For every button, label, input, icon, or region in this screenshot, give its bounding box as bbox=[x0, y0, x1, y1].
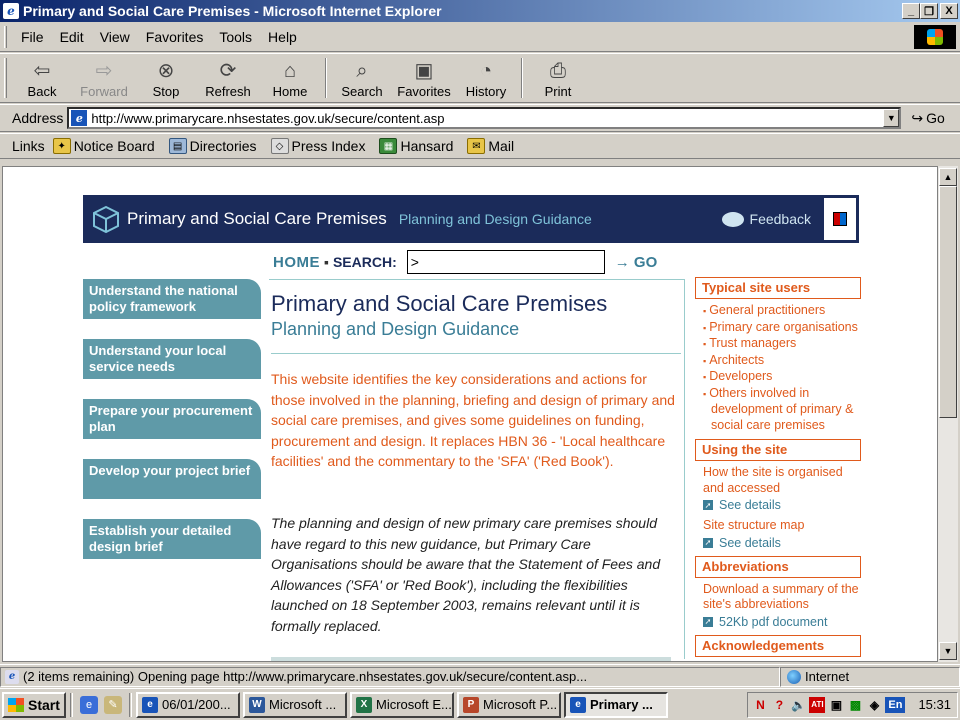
task-button[interactable] bbox=[457, 692, 561, 718]
nav-national-policy[interactable]: Understand the national policy framework bbox=[83, 279, 261, 319]
windows-logo-icon bbox=[914, 25, 956, 49]
list-item[interactable]: ▪ Developers bbox=[695, 369, 861, 386]
link-mail[interactable] bbox=[467, 138, 514, 154]
word-icon: W bbox=[249, 697, 265, 713]
list-item[interactable]: ▪ General practitioners bbox=[695, 303, 861, 320]
stop-icon: ⊗ bbox=[157, 60, 175, 82]
clock: 15:31 bbox=[918, 697, 951, 712]
forward-button[interactable] bbox=[73, 55, 135, 101]
site-search-input[interactable] bbox=[407, 250, 605, 274]
menu-tools[interactable]: Tools bbox=[219, 28, 253, 45]
mail-icon: ✉ bbox=[467, 138, 485, 154]
list-item[interactable]: ▪ Architects bbox=[695, 353, 861, 370]
hansard-icon: ▦ bbox=[379, 138, 397, 154]
page-title: Primary and Social Care Premises bbox=[271, 291, 608, 316]
task-button-active[interactable] bbox=[564, 692, 668, 718]
back-label: Back bbox=[27, 84, 57, 99]
ie-quicklaunch-icon[interactable]: e bbox=[80, 696, 98, 714]
typical-users-list bbox=[695, 303, 861, 433]
site-organisation-text: How the site is organised and accessed bbox=[703, 465, 843, 495]
list-item[interactable]: ▪ Others involved in development of primary & social care premises bbox=[695, 386, 861, 434]
link-notice-board[interactable] bbox=[53, 138, 155, 154]
back-button[interactable] bbox=[11, 55, 73, 101]
go-arrow-icon: ↪ bbox=[911, 109, 924, 126]
nav-local-service-needs[interactable]: Understand your local service needs bbox=[83, 339, 261, 379]
menu-bar bbox=[0, 22, 960, 52]
history-icon: ◔ bbox=[479, 60, 493, 82]
start-button[interactable] bbox=[2, 692, 66, 718]
pdf-link-label: 52Kb pdf document bbox=[719, 614, 828, 629]
home-label: Home bbox=[272, 84, 308, 99]
menu-help[interactable]: Help bbox=[268, 28, 297, 45]
address-bar bbox=[0, 104, 960, 132]
task-button[interactable] bbox=[350, 692, 454, 718]
link-label: Press Index bbox=[291, 138, 366, 154]
intro-paragraph: This website identifies the key considerations and actions for those involved in the planning, briefing and design of primary and social care premises, and gives some guidelines on funding, procurement and design. It replaces HBN 36 - 'Local healthcare facilities' and the commentary to the 'SFA' ('Red Book'). bbox=[271, 371, 675, 469]
site-structure-text: Site structure map bbox=[703, 518, 805, 532]
speech-bubble-icon bbox=[722, 212, 744, 227]
ati-icon[interactable]: ATI bbox=[809, 697, 825, 713]
ie-icon: e bbox=[570, 697, 586, 713]
language-indicator[interactable]: En bbox=[885, 697, 905, 713]
arrow-box-icon: ➚ bbox=[704, 538, 712, 547]
menu-view[interactable]: View bbox=[99, 28, 130, 45]
link-label: Directories bbox=[189, 138, 257, 154]
separator-dot: ▪ bbox=[324, 254, 329, 270]
address-url: http://www.primarycare.nhsestates.gov.uk/secure/content.asp bbox=[91, 110, 445, 126]
abbreviations-text: Download a summary of the site's abbreviations bbox=[703, 581, 859, 611]
nav-procurement-plan[interactable]: Prepare your procurement plan bbox=[83, 399, 261, 439]
forward-arrow-icon: ⇨ bbox=[95, 60, 113, 82]
directories-icon: ▤ bbox=[169, 138, 187, 154]
network-icon[interactable]: ▩ bbox=[849, 697, 862, 712]
link-press-index[interactable] bbox=[271, 138, 366, 154]
volume-icon[interactable]: 🔈 bbox=[790, 697, 806, 712]
arrow-box-icon: ➚ bbox=[704, 617, 712, 626]
right-sidebar bbox=[695, 277, 861, 661]
window-title: Primary and Social Care Premises - Microsoft Internet Explorer bbox=[23, 3, 442, 19]
acknowledgements-heading[interactable]: Acknowledgements bbox=[695, 635, 861, 657]
monitor-icon[interactable]: ▣ bbox=[830, 697, 843, 712]
see-details-label: See details bbox=[719, 535, 781, 550]
scroll-down-icon[interactable]: ▼ bbox=[939, 642, 957, 660]
home-icon: ⌂ bbox=[283, 60, 297, 82]
task-label: 06/01/200... bbox=[162, 697, 231, 712]
search-button[interactable] bbox=[331, 55, 393, 101]
diamond-icon[interactable]: ◈ bbox=[869, 697, 880, 712]
window-controls bbox=[902, 3, 958, 19]
ie-icon: e bbox=[142, 697, 158, 713]
list-item[interactable]: ▪ Trust managers bbox=[695, 336, 861, 353]
address-input[interactable] bbox=[67, 107, 901, 129]
printer-icon: ⎙ bbox=[550, 60, 566, 82]
refresh-label: Refresh bbox=[205, 84, 251, 99]
arrow-box-icon: ➚ bbox=[704, 500, 712, 510]
favorites-folder-icon: ▣ bbox=[414, 60, 434, 82]
print-button[interactable] bbox=[527, 55, 589, 101]
link-label: Notice Board bbox=[73, 138, 155, 154]
windows-flag-icon bbox=[8, 698, 24, 712]
refresh-button[interactable] bbox=[197, 55, 259, 101]
abbreviations-heading: Abbreviations bbox=[695, 556, 861, 578]
start-label: Start bbox=[28, 696, 60, 713]
status-message-panel bbox=[0, 667, 780, 687]
link-directories[interactable] bbox=[169, 138, 257, 154]
site-logo-icon bbox=[91, 204, 121, 234]
zone-label: Internet bbox=[805, 669, 850, 684]
banner-title: Primary and Social Care Premises bbox=[127, 209, 387, 228]
toolbar-separator bbox=[521, 58, 523, 98]
task-button[interactable] bbox=[243, 692, 347, 718]
refresh-icon: ⟳ bbox=[219, 60, 237, 82]
go-label: Go bbox=[926, 110, 945, 126]
divider bbox=[271, 353, 681, 354]
menu-favorites[interactable]: Favorites bbox=[145, 28, 204, 45]
stop-label: Stop bbox=[152, 84, 180, 99]
see-details-link[interactable] bbox=[695, 534, 861, 552]
forward-label: Forward bbox=[80, 84, 128, 99]
standard-toolbar bbox=[0, 53, 960, 103]
status-bar bbox=[0, 664, 960, 688]
vertical-scrollbar[interactable] bbox=[938, 166, 958, 662]
see-details-link[interactable] bbox=[695, 496, 861, 514]
task-label: Primary ... bbox=[590, 697, 653, 712]
task-button[interactable] bbox=[136, 692, 240, 718]
page-subtitle: Planning and Design Guidance bbox=[271, 319, 520, 339]
address-label: Address bbox=[12, 110, 64, 126]
page-icon: e bbox=[71, 110, 87, 126]
scroll-thumb[interactable] bbox=[939, 186, 957, 418]
address-dropdown-icon[interactable]: ▼ bbox=[883, 109, 899, 127]
quicklaunch-separator bbox=[70, 693, 73, 717]
page-viewport bbox=[2, 166, 938, 662]
menu-edit[interactable]: Edit bbox=[59, 28, 84, 45]
links-label: Links bbox=[12, 138, 45, 154]
favorites-label: Favorites bbox=[397, 84, 451, 99]
page-loading-icon: e bbox=[5, 670, 19, 684]
print-label: Print bbox=[544, 84, 572, 99]
task-label: Microsoft P... bbox=[483, 697, 558, 712]
left-navigation bbox=[83, 279, 261, 579]
taskbar bbox=[0, 688, 960, 720]
powerpoint-icon: P bbox=[463, 697, 479, 713]
note-paragraph: The planning and design of new primary care premises should have regard to this new guidance, but Primary Care Organisations should be aware that the Statement of Fees and Allowances ('SFA' or 'Red Book'), including the flexibilities launched on 18 September 2003, remains relevant until it is formally replaced. bbox=[271, 515, 661, 634]
feedback-link[interactable] bbox=[722, 211, 811, 227]
go-button[interactable] bbox=[911, 110, 944, 127]
site-banner bbox=[83, 195, 859, 243]
see-details-label: See details bbox=[719, 498, 781, 512]
system-tray bbox=[747, 692, 958, 718]
list-item[interactable]: ▪ Primary care organisations bbox=[695, 320, 861, 337]
abbreviations-pdf-link[interactable] bbox=[695, 613, 861, 631]
notice-board-icon: ✦ bbox=[53, 138, 71, 154]
menu-file[interactable]: File bbox=[21, 28, 44, 45]
status-message: (2 items remaining) Opening page http://www.primarycare.nhsestates.gov.uk/secure/content.asp... bbox=[23, 669, 588, 684]
banner-subtitle: Planning and Design Guidance bbox=[398, 211, 592, 227]
quicklaunch-separator bbox=[129, 693, 132, 717]
history-button[interactable] bbox=[455, 55, 517, 101]
search-label: Search bbox=[341, 84, 383, 99]
link-label: Hansard bbox=[400, 138, 454, 154]
security-zone-panel bbox=[780, 667, 960, 687]
nav-project-brief[interactable]: Develop your project brief bbox=[83, 459, 261, 499]
maximize-button[interactable]: ❐ bbox=[920, 3, 938, 19]
task-label: Microsoft ... bbox=[269, 697, 337, 712]
links-bar bbox=[0, 133, 960, 159]
menu-grip[interactable] bbox=[4, 26, 7, 48]
excel-icon: X bbox=[356, 697, 372, 713]
close-button[interactable]: X bbox=[940, 3, 958, 19]
favorites-button[interactable] bbox=[393, 55, 455, 101]
stop-button[interactable] bbox=[135, 55, 197, 101]
press-index-icon: ◇ bbox=[271, 138, 289, 154]
link-hansard[interactable] bbox=[379, 138, 453, 154]
help-icon[interactable]: ? bbox=[775, 697, 784, 712]
using-site-heading: Using the site bbox=[695, 439, 861, 461]
minimize-button[interactable]: _ bbox=[902, 3, 920, 19]
feedback-label: Feedback bbox=[749, 211, 811, 227]
back-arrow-icon: ⇦ bbox=[33, 60, 51, 82]
window-title-bar[interactable] bbox=[0, 0, 960, 22]
typical-users-heading: Typical site users bbox=[695, 277, 861, 299]
desktop-quicklaunch-icon[interactable]: ✎ bbox=[104, 696, 122, 714]
toolbar-separator bbox=[325, 58, 327, 98]
home-link[interactable]: HOME bbox=[273, 253, 320, 271]
ie-icon: e bbox=[3, 3, 19, 19]
norton-icon[interactable]: N bbox=[756, 697, 765, 712]
task-label: Microsoft E... bbox=[376, 697, 452, 712]
globe-icon bbox=[787, 670, 801, 684]
search-icon: ⌕ bbox=[356, 60, 368, 82]
scroll-up-icon[interactable]: ▲ bbox=[939, 168, 957, 186]
nav-design-brief[interactable]: Establish your detailed design brief bbox=[83, 519, 261, 559]
bottom-tabs-strip bbox=[271, 657, 671, 662]
link-label: Mail bbox=[488, 138, 515, 154]
history-label: History bbox=[465, 84, 507, 99]
broken-image-icon bbox=[823, 197, 857, 241]
search-go-link[interactable]: → GO bbox=[614, 253, 658, 271]
toolbar-grip[interactable] bbox=[4, 58, 7, 98]
search-label: SEARCH: bbox=[332, 254, 397, 270]
home-button[interactable] bbox=[259, 55, 321, 101]
site-search-row bbox=[273, 249, 657, 275]
